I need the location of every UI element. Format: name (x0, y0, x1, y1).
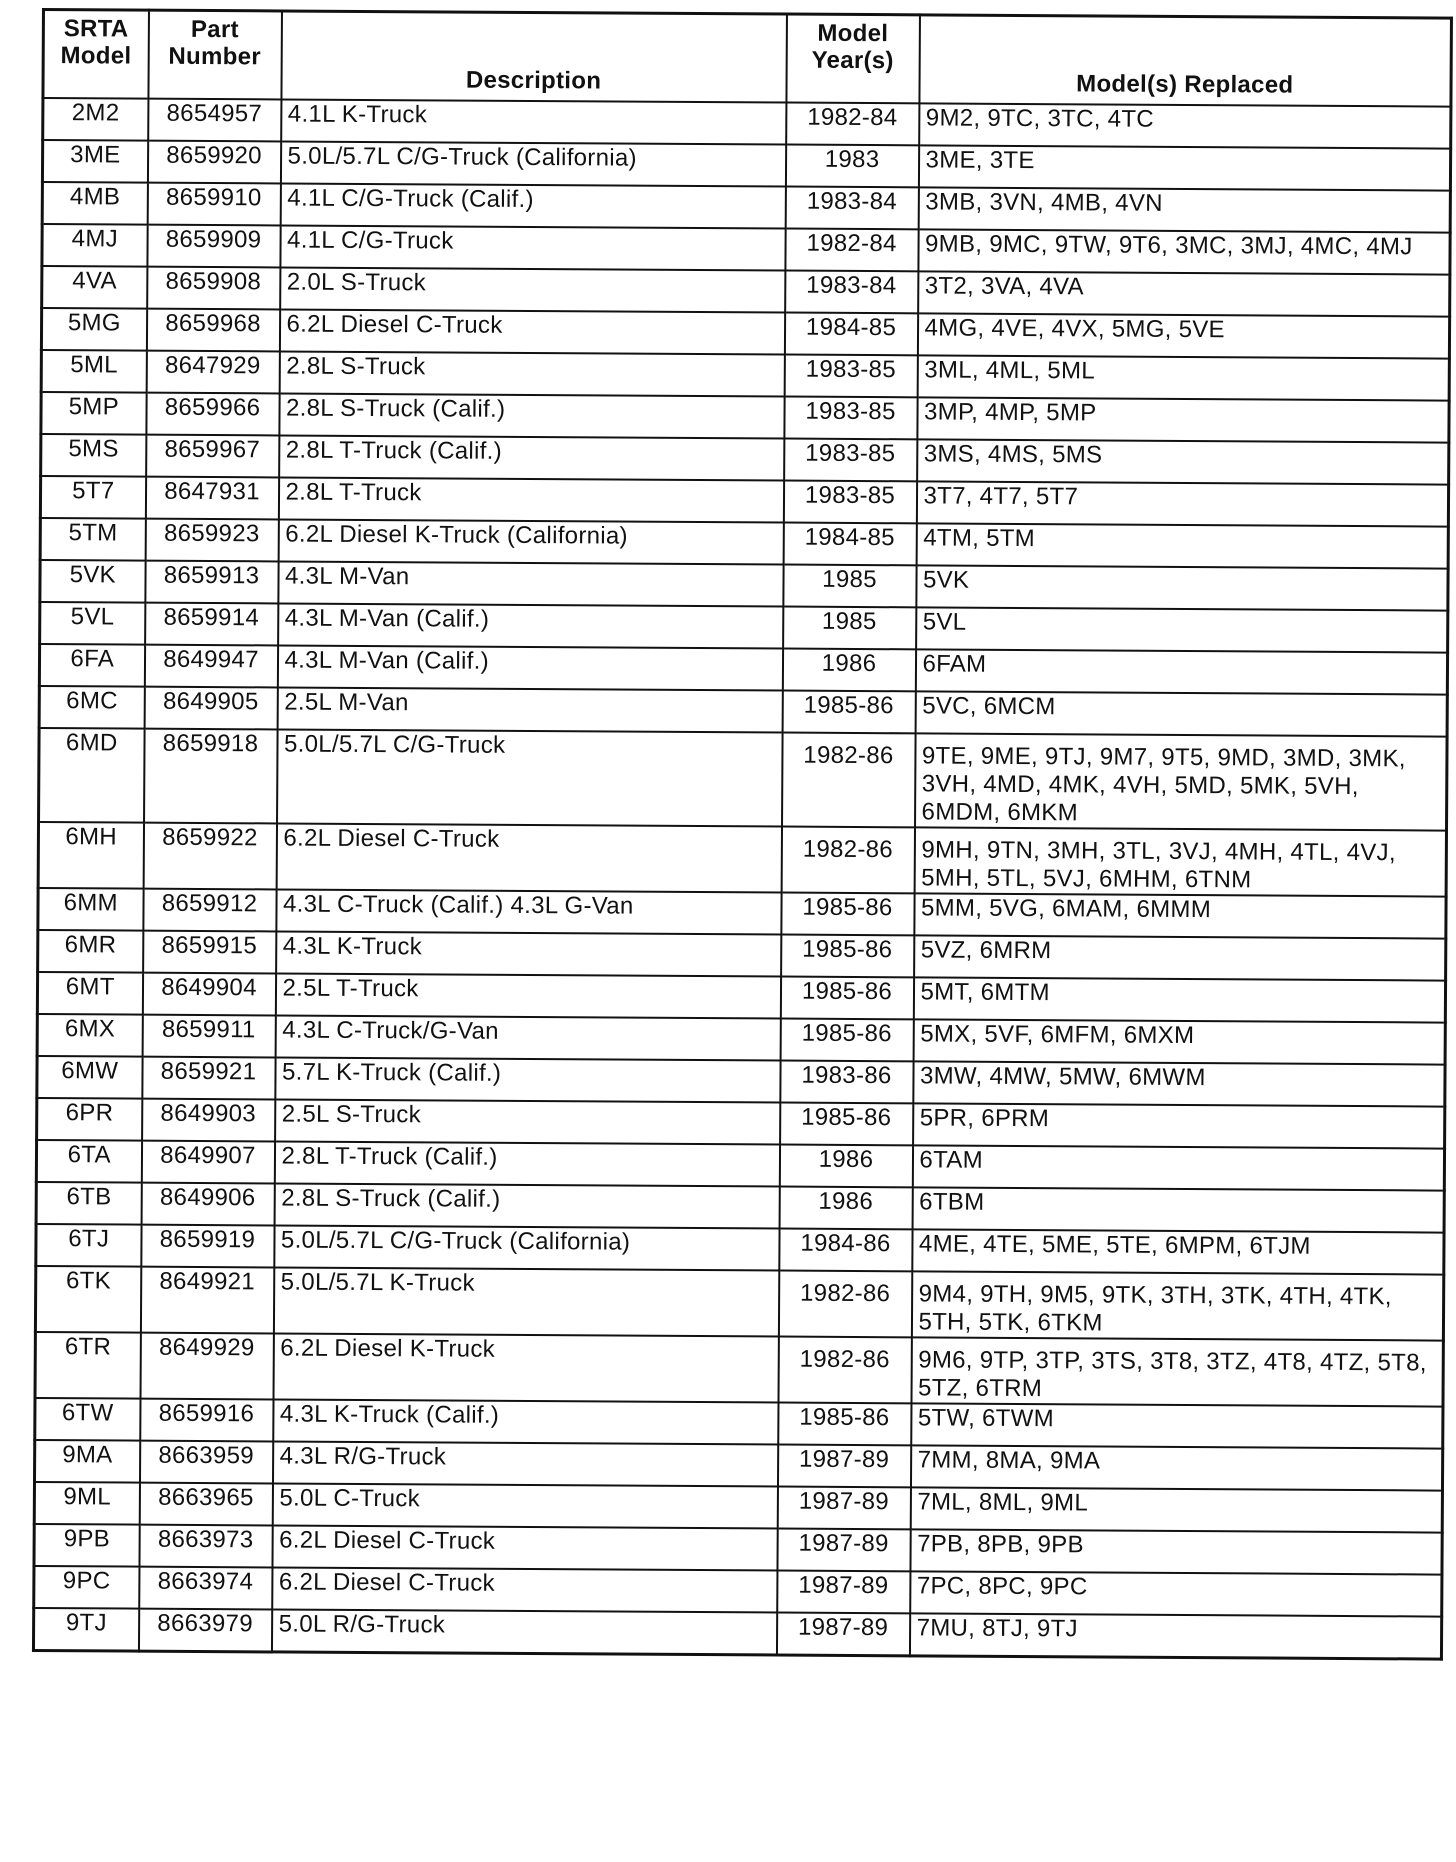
cell-part-number: 8659921 (142, 1057, 275, 1100)
cell-part-number: 8659918 (144, 729, 278, 824)
cell-description: 4.3L M-Van (Calif.) (277, 645, 782, 690)
cell-models-replaced: 5MX, 5VF, 6MFM, 6MXM (913, 1019, 1445, 1064)
cell-part-number: 8649903 (142, 1099, 275, 1142)
cell-part-number: 8659911 (142, 1015, 275, 1058)
cell-srta-model: 5TM (40, 518, 145, 561)
cell-part-number: 8663973 (139, 1525, 272, 1568)
cell-model-years: 1985-86 (782, 691, 915, 734)
cell-part-number: 8649906 (141, 1183, 274, 1226)
cell-model-years: 1982-86 (781, 827, 914, 894)
cell-models-replaced: 6TBM (912, 1187, 1444, 1232)
cell-model-years: 1982-86 (778, 1271, 911, 1338)
cell-srta-model: 6MM (38, 888, 143, 931)
cell-models-replaced: 7MU, 8TJ, 9TJ (909, 1613, 1441, 1659)
cell-srta-model: 5ML (41, 350, 146, 393)
srta-model-table (32, 8, 1453, 1661)
cell-part-number: 8659923 (145, 519, 278, 562)
cell-model-years: 1982-86 (782, 733, 916, 828)
cell-description: 4.3L C-Truck/G-Van (275, 1015, 780, 1060)
cell-model-years: 1983-85 (784, 355, 917, 398)
cell-part-number: 8663974 (139, 1567, 272, 1610)
cell-models-replaced: 9M4, 9TH, 9M5, 9TK, 3TH, 3TK, 4TH, 4TK, 5TH, 5TK, 6TKM (911, 1271, 1443, 1340)
cell-models-replaced: 5PR, 6PRM (913, 1103, 1445, 1148)
cell-part-number: 8654957 (148, 99, 281, 142)
cell-model-years: 1986 (779, 1187, 912, 1230)
cell-srta-model: 4MJ (42, 224, 147, 267)
cell-models-replaced: 7MM, 8MA, 9MA (910, 1445, 1442, 1490)
cell-part-number: 8659913 (145, 561, 278, 604)
cell-model-years: 1987-89 (777, 1571, 910, 1614)
cell-model-years: 1982-86 (778, 1337, 911, 1404)
cell-srta-model: 9PB (34, 1524, 139, 1567)
cell-description: 4.1L K-Truck (281, 99, 786, 144)
cell-description: 4.1L C/G-Truck (280, 225, 785, 270)
cell-srta-model: 6TB (36, 1182, 141, 1225)
cell-srta-model: 9PC (34, 1566, 139, 1609)
cell-part-number: 8659908 (147, 267, 280, 310)
cell-model-years: 1984-85 (784, 313, 917, 356)
cell-part-number: 8663979 (138, 1609, 271, 1652)
cell-part-number: 8649904 (142, 973, 275, 1016)
cell-models-replaced: 6TAM (912, 1145, 1444, 1190)
cell-part-number: 8663959 (139, 1441, 272, 1484)
table-row (35, 1266, 1443, 1341)
cell-model-years: 1983-85 (783, 481, 916, 524)
cell-description: 5.0L R/G-Truck (271, 1609, 776, 1655)
cell-description: 2.8L S-Truck (Calif.) (274, 1183, 779, 1228)
cell-models-replaced: 3MP, 4MP, 5MP (917, 397, 1449, 442)
cell-part-number: 8659922 (143, 823, 276, 890)
cell-part-number: 8649905 (144, 687, 277, 730)
cell-model-years: 1985-86 (780, 1019, 913, 1062)
cell-description: 5.0L/5.7L C/G-Truck (California) (280, 141, 785, 186)
cell-part-number: 8649947 (144, 645, 277, 688)
cell-srta-model: 9ML (34, 1482, 139, 1525)
cell-description: 2.5L T-Truck (275, 973, 780, 1018)
header-models-replaced: Model(s) Replaced (919, 15, 1452, 107)
cell-model-years: 1986 (779, 1145, 912, 1188)
cell-models-replaced: 9TE, 9ME, 9TJ, 9M7, 9T5, 9MD, 3MD, 3MK, 3VH, 4MD, 4MK, 4VH, 5MD, 5MK, 5VH, 6MDM, 6MKM (915, 733, 1448, 830)
cell-srta-model: 6TA (36, 1140, 141, 1183)
cell-description: 2.5L M-Van (277, 687, 782, 732)
cell-part-number: 8649929 (140, 1333, 273, 1400)
table-body (33, 98, 1450, 1659)
cell-model-years: 1982-84 (785, 229, 918, 272)
cell-description: 6.2L Diesel K-Truck (273, 1333, 778, 1402)
cell-part-number: 8663965 (139, 1483, 272, 1526)
cell-srta-model: 6TR (35, 1332, 140, 1399)
cell-models-replaced: 9M6, 9TP, 3TP, 3TS, 3T8, 3TZ, 4T8, 4TZ, 5T8, 5TZ, 6TRM (911, 1337, 1443, 1406)
table-row (39, 728, 1448, 831)
cell-srta-model: 6TJ (36, 1224, 141, 1267)
cell-part-number: 8659909 (147, 225, 280, 268)
cell-model-years: 1983-85 (784, 397, 917, 440)
cell-model-years: 1984-85 (783, 523, 916, 566)
cell-srta-model: 6FA (39, 644, 144, 687)
cell-model-years: 1987-89 (777, 1529, 910, 1572)
cell-description: 5.0L/5.7L K-Truck (273, 1267, 778, 1336)
cell-description: 2.8L T-Truck (Calif.) (279, 435, 784, 480)
cell-model-years: 1983-86 (780, 1061, 913, 1104)
cell-model-years: 1985 (783, 607, 916, 650)
cell-description: 4.3L C-Truck (Calif.) 4.3L G-Van (276, 889, 781, 934)
cell-description: 4.3L M-Van (Calif.) (278, 603, 783, 648)
header-part-number: Part Number (148, 10, 282, 99)
cell-model-years: 1982-84 (786, 103, 919, 146)
cell-model-years: 1985-86 (780, 1103, 913, 1146)
cell-part-number: 8659920 (147, 141, 280, 184)
cell-models-replaced: 3MB, 3VN, 4MB, 4VN (918, 187, 1450, 232)
cell-srta-model: 6MC (39, 686, 144, 729)
cell-part-number: 8649907 (141, 1141, 274, 1184)
cell-models-replaced: 3T2, 3VA, 4VA (918, 271, 1450, 316)
cell-model-years: 1985-86 (780, 977, 913, 1020)
cell-description: 4.1L C/G-Truck (Calif.) (280, 183, 785, 228)
cell-model-years: 1985-86 (781, 893, 914, 936)
cell-model-years: 1985-86 (778, 1403, 911, 1446)
cell-models-replaced: 9M2, 9TC, 3TC, 4TC (919, 103, 1451, 148)
cell-part-number: 8659914 (145, 603, 278, 646)
cell-description: 4.3L K-Truck (276, 931, 781, 976)
cell-part-number: 8659910 (147, 183, 280, 226)
cell-part-number: 8659915 (143, 931, 276, 974)
cell-models-replaced: 5VZ, 6MRM (914, 935, 1446, 980)
cell-models-replaced: 7PC, 8PC, 9PC (910, 1571, 1442, 1616)
cell-description: 2.8L S-Truck (Calif.) (279, 393, 784, 438)
cell-model-years: 1987-89 (776, 1613, 909, 1656)
cell-models-replaced: 3T7, 4T7, 5T7 (916, 481, 1448, 526)
cell-description: 6.2L Diesel C-Truck (279, 309, 784, 354)
cell-srta-model: 5VL (40, 602, 145, 645)
cell-part-number: 8659916 (140, 1399, 273, 1442)
cell-srta-model: 9TJ (33, 1608, 138, 1651)
cell-part-number: 8649921 (140, 1267, 273, 1334)
cell-model-years: 1983-85 (784, 439, 917, 482)
cell-description: 5.0L/5.7L C/G-Truck (California) (274, 1225, 779, 1270)
cell-srta-model: 6MW (37, 1056, 142, 1099)
cell-srta-model: 4VA (42, 266, 147, 309)
cell-model-years: 1983-84 (785, 187, 918, 230)
cell-srta-model: 6MX (37, 1014, 142, 1057)
cell-srta-model: 6PR (37, 1098, 142, 1141)
cell-models-replaced: 5VC, 6MCM (915, 691, 1447, 736)
table-header-row (43, 10, 1452, 107)
cell-models-replaced: 5MM, 5VG, 6MAM, 6MMM (914, 893, 1446, 938)
cell-description: 2.8L S-Truck (279, 351, 784, 396)
cell-models-replaced: 4TM, 5TM (916, 523, 1448, 568)
cell-srta-model: 6MR (38, 930, 143, 973)
header-srta-model: SRTA Model (43, 10, 149, 99)
cell-models-replaced: 9MH, 9TN, 3MH, 3TL, 3VJ, 4MH, 4TL, 4VJ, 5MH, 5TL, 5VJ, 6MHM, 6TNM (914, 827, 1446, 896)
cell-srta-model: 5MP (41, 392, 146, 435)
table-row (33, 1608, 1441, 1659)
cell-models-replaced: 7ML, 8ML, 9ML (910, 1487, 1442, 1532)
cell-model-years: 1984-86 (779, 1229, 912, 1272)
cell-models-replaced: 5VL (916, 607, 1448, 652)
cell-description: 6.2L Diesel C-Truck (276, 823, 781, 892)
cell-srta-model: 5MS (41, 434, 146, 477)
cell-description: 5.7L K-Truck (Calif.) (275, 1057, 780, 1102)
cell-srta-model: 5VK (40, 560, 145, 603)
cell-models-replaced: 3ME, 3TE (918, 145, 1450, 190)
cell-srta-model: 5T7 (40, 476, 145, 519)
cell-description: 2.5L S-Truck (275, 1099, 780, 1144)
cell-srta-model: 6MD (39, 728, 145, 823)
cell-description: 5.0L/5.7L C/G-Truck (277, 729, 783, 826)
cell-description: 4.3L K-Truck (Calif.) (273, 1399, 778, 1444)
cell-part-number: 8659912 (143, 889, 276, 932)
cell-part-number: 8659919 (141, 1225, 274, 1268)
cell-srta-model: 6TW (35, 1398, 140, 1441)
cell-description: 2.0L S-Truck (280, 267, 785, 312)
cell-models-replaced: 5MT, 6MTM (913, 977, 1445, 1022)
cell-models-replaced: 3ML, 4ML, 5ML (917, 355, 1449, 400)
cell-models-replaced: 6FAM (915, 649, 1447, 694)
cell-description: 6.2L Diesel K-Truck (California) (278, 519, 783, 564)
cell-description: 6.2L Diesel C-Truck (272, 1567, 777, 1612)
table-row (35, 1332, 1443, 1407)
cell-part-number: 8659966 (146, 393, 279, 436)
cell-description: 2.8L T-Truck (Calif.) (274, 1141, 779, 1186)
cell-models-replaced: 5VK (916, 565, 1448, 610)
cell-srta-model: 6TK (35, 1266, 140, 1333)
cell-models-replaced: 3MS, 4MS, 5MS (917, 439, 1449, 484)
cell-part-number: 8647931 (145, 477, 278, 520)
cell-model-years: 1985-86 (781, 935, 914, 978)
cell-model-years: 1983-84 (785, 271, 918, 314)
cell-srta-model: 9MA (34, 1440, 139, 1483)
cell-model-years: 1985 (783, 565, 916, 608)
cell-description: 6.2L Diesel C-Truck (272, 1525, 777, 1570)
cell-description: 4.3L M-Van (278, 561, 783, 606)
document-page (32, 8, 1450, 1661)
cell-srta-model: 2M2 (43, 98, 148, 141)
header-description: Description (281, 11, 787, 103)
cell-description: 2.8L T-Truck (278, 477, 783, 522)
cell-models-replaced: 9MB, 9MC, 9TW, 9T6, 3MC, 3MJ, 4MC, 4MJ (918, 229, 1450, 274)
cell-part-number: 8659967 (146, 435, 279, 478)
table-row (38, 822, 1446, 897)
cell-model-years: 1987-89 (777, 1487, 910, 1530)
cell-srta-model: 6MT (37, 972, 142, 1015)
cell-models-replaced: 4MG, 4VE, 4VX, 5MG, 5VE (917, 313, 1449, 358)
cell-models-replaced: 5TW, 6TWM (911, 1403, 1443, 1448)
cell-part-number: 8659968 (146, 309, 279, 352)
cell-model-years: 1983 (785, 145, 918, 188)
cell-srta-model: 4MB (42, 182, 147, 225)
cell-srta-model: 3ME (42, 140, 147, 183)
cell-models-replaced: 3MW, 4MW, 5MW, 6MWM (913, 1061, 1445, 1106)
cell-srta-model: 5MG (41, 308, 146, 351)
cell-models-replaced: 7PB, 8PB, 9PB (910, 1529, 1442, 1574)
cell-description: 4.3L R/G-Truck (272, 1441, 777, 1486)
cell-model-years: 1986 (782, 649, 915, 692)
cell-description: 5.0L C-Truck (272, 1483, 777, 1528)
cell-models-replaced: 4ME, 4TE, 5ME, 5TE, 6MPM, 6TJM (912, 1229, 1444, 1274)
header-model-years: Model Year(s) (786, 14, 920, 103)
cell-srta-model: 6MH (38, 822, 143, 889)
cell-part-number: 8647929 (146, 351, 279, 394)
cell-model-years: 1987-89 (777, 1445, 910, 1488)
